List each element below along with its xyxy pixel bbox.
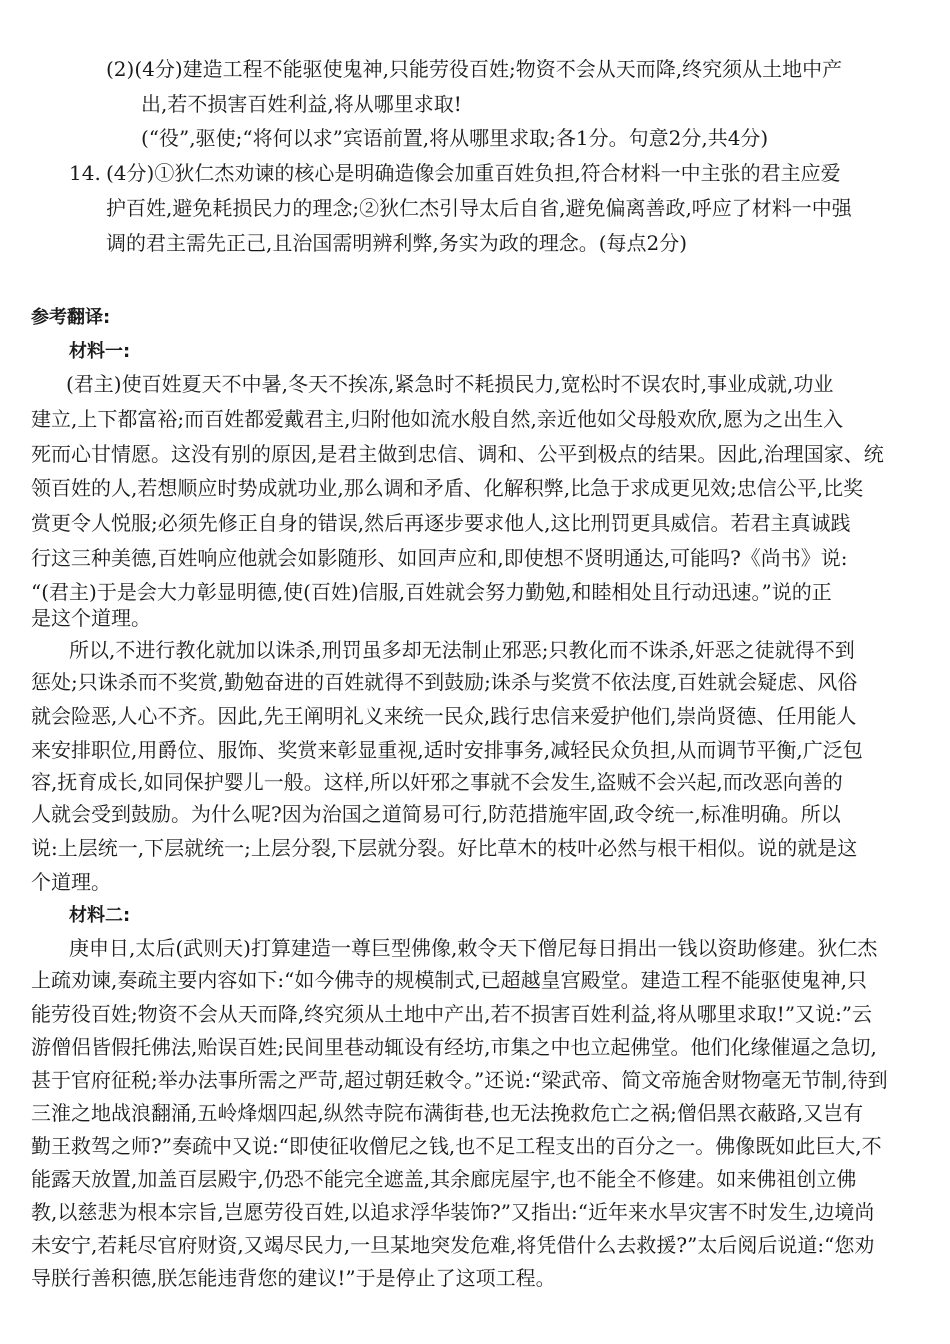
answer-14-number: 14. bbox=[69, 161, 101, 185]
material-2-p1-line: 勤王救驾之师?”奏疏中又说:“即使征收僧尼之钱,也不足工程支出的百分之一。佛像既如此巨大,不 bbox=[31, 1134, 882, 1158]
material-1-p1-line: “(君主)于是会大力彰显明德,使(百姓)信服,百姓就会努力勤勉,和睦相处且行动迅速。”说的正 bbox=[31, 580, 832, 604]
material-1-heading: 材料一: bbox=[69, 341, 131, 362]
answer-14-line-3: 调的君主需先正己,且治国需明辨利弊,务实为政的理念。(每点2分) bbox=[106, 231, 688, 255]
material-1-p2-line: 容,抚育成长,如同保护婴儿一般。这样,所以奸邪之事就不会发生,盗贼不会兴起,而改恶向善的 bbox=[31, 770, 843, 794]
material-1-p2-line: 说:上层统一,下层就统一;上层分裂,下层就分裂。好比草木的枝叶必然与根干相似。说的就是这 bbox=[31, 836, 858, 860]
material-2-p1-line: 三淮之地战浪翻涌,五岭烽烟四起,纵然寺院布满街巷,也无法挽救危亡之祸;僧侣黑衣蔽路,又岂有 bbox=[31, 1101, 864, 1125]
material-1-p2-line: 就会险恶,人心不齐。因此,先王阐明礼义来统一民众,践行忠信来爱护他们,崇尚贤德、任用能人 bbox=[31, 704, 857, 728]
material-1-p2-line: 个道理。 bbox=[31, 870, 111, 894]
material-1-p2-line: 惩处;只诛杀而不奖赏,勤勉奋进的百姓就得不到鼓励;诛杀与奖赏不依法度,百姓就会疑虑、风俗 bbox=[31, 670, 858, 694]
material-2-p1-line: 甚于官府征税;举办法事所需之严苛,超过朝廷敕令。”还说:“梁武帝、简文帝施舍财物毫无节制,待到 bbox=[31, 1068, 888, 1092]
answer-14-line-1: (4分)①狄仁杰劝谏的核心是明确造像会加重百姓负担,符合材料一中主张的君主应爱 bbox=[106, 161, 841, 185]
answer-13-2-line-1: (2)(4分)建造工程不能驱使鬼神,只能劳役百姓;物资不会从天而降,终究须从土地中产 bbox=[106, 57, 843, 81]
answer-13-2-line-2: 出,若不损害百姓利益,将从哪里求取! bbox=[141, 92, 462, 116]
material-1-p1-line: 是这个道理。 bbox=[31, 606, 151, 630]
material-2-p1-line: 能露天放置,加盖百层殿宇,仍恐不能完全遮盖,其余廊庑屋宇,也不能全不修建。如来佛祖创立佛 bbox=[31, 1167, 857, 1191]
material-1-p1-line: 建立,上下都富裕;而百姓都爱戴君主,归附他如流水般自然,亲近他如父母般欢欣,愿为之出生入 bbox=[31, 407, 844, 431]
material-1-p1-line: 行这三种美德,百姓响应他就会如影随形、如回声应和,即使想不贤明通达,可能吗?《尚书》说: bbox=[31, 546, 848, 570]
material-1-p1-line: 死而心甘情愿。这没有别的原因,是君主做到忠信、调和、公平到极点的结果。因此,治理国家、统 bbox=[31, 442, 884, 466]
material-1-p1-line: (君主)使百姓夏天不中暑,冬天不挨冻,紧急时不耗损民力,宽松时不误农时,事业成就,功业 bbox=[66, 372, 834, 396]
material-2-heading: 材料二: bbox=[69, 905, 131, 926]
answer-13-2-scoring: (“役”,驱使;“将何以求”宾语前置,将从哪里求取;各1分。句意2分,共4分) bbox=[141, 126, 769, 150]
material-2-p1-line: 能劳役百姓;物资不会从天而降,终究须从土地中产出,若不损害百姓利益,将从哪里求取!”又说:”云 bbox=[31, 1002, 873, 1026]
material-1-p1-line: 赏更令人悦服;必须先修正自身的错误,然后再逐步要求他人,这比刑罚更具威信。若君主真诚践 bbox=[31, 511, 851, 535]
answer-14-line-2: 护百姓,避免耗损民力的理念;②狄仁杰引导太后自省,避免偏离善政,呼应了材料一中强 bbox=[106, 196, 852, 220]
material-1-p2-line: 来安排职位,用爵位、服饰、奖赏来彰显重视,适时安排事务,减轻民众负担,从而调节平衡,广泛包 bbox=[31, 738, 863, 762]
material-1-p1-line: 领百姓的人,若想顺应时势成就功业,那么调和矛盾、化解积弊,比急于求成更见效;忠信公平,比奖 bbox=[31, 476, 864, 500]
material-1-p2-line: 所以,不进行教化就加以诛杀,刑罚虽多却无法制止邪恶;只教化而不诛杀,奸恶之徒就得不到 bbox=[69, 638, 855, 662]
material-2-p1-line: 庚申日,太后(武则天)打算建造一尊巨型佛像,敕令天下僧尼每日捐出一钱以资助修建。狄仁杰 bbox=[69, 936, 878, 960]
material-2-p1-line: 游僧侣皆假托佛法,贻误百姓;民间里巷动辄设有经坊,市集之中也立起佛堂。他们化缘催逼之急切, bbox=[31, 1035, 877, 1059]
material-1-p2-line: 人就会受到鼓励。为什么呢?因为治国之道简易可行,防范措施牢固,政令统一,标准明确。所以 bbox=[31, 802, 841, 826]
material-2-p1-line: 导朕行善积德,朕怎能违背您的建议!”于是停止了这项工程。 bbox=[31, 1266, 556, 1290]
material-2-p1-line: 教,以慈悲为根本宗旨,岂愿劳役百姓,以追求浮华装饰?”又指出:“近年来水旱灾害不时发生,边境尚 bbox=[31, 1200, 875, 1224]
material-2-p1-line: 未安宁,若耗尽官府财资,又竭尽民力,一旦某地突发危难,将凭借什么去救援?”太后阅后说道:“您劝 bbox=[31, 1233, 875, 1257]
translation-heading: 参考翻译: bbox=[31, 307, 111, 328]
material-2-p1-line: 上疏劝谏,奏疏主要内容如下:“如今佛寺的规模制式,已超越皇宫殿堂。建造工程不能驱使鬼神,只 bbox=[31, 968, 868, 992]
